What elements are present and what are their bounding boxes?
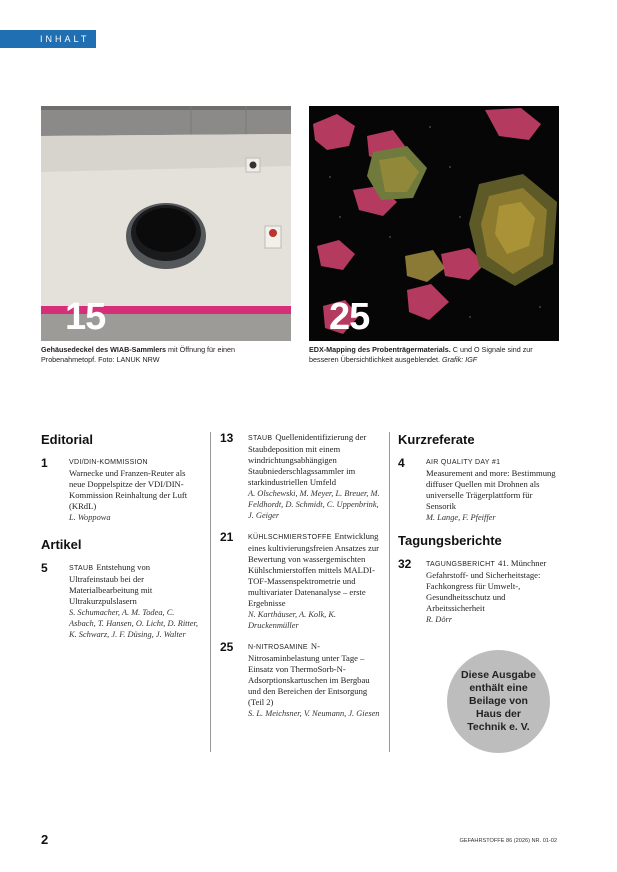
entry-title: 41. Münchner Gefahrstoff- und Sicherheitstage: Fachkongress für Umwelt-, Gesundheitsschutz und Arbeitssicherheit bbox=[426, 558, 547, 613]
toc-entry[interactable] bbox=[41, 562, 201, 640]
toc-entry[interactable] bbox=[41, 457, 201, 523]
entry-authors: M. Lange, F. Pfeiffer bbox=[426, 513, 496, 522]
caption-left-title: Gehäusedeckel des WIAB-Sammlers bbox=[41, 345, 167, 354]
entry-title: Quellenidentifizierung der Staubdeposition mit einem windrichtungsabhängigen Staubniederschlagssammler im starkindustriellen Umfeld bbox=[248, 432, 367, 487]
caption-right bbox=[309, 345, 557, 364]
heading-tagungsberichte: Tagungsberichte bbox=[398, 533, 502, 548]
entry-kicker: KÜHLSCHMIERSTOFFE bbox=[248, 534, 332, 541]
entry-title: N-Nitrosaminbelastung unter Tage – Einsatz von ThermoSorb-N-Adsorptionskartuschen im Bergbau und den Bereichen der Entsorgung (Teil 2) bbox=[248, 641, 370, 707]
toc-entry[interactable] bbox=[398, 558, 563, 625]
entry-authors: R. Dörr bbox=[426, 615, 453, 624]
entry-kicker: AIR QUALITY DAY #1 bbox=[426, 459, 501, 466]
caption-right-text: C und O Signale sind zur besseren Übersichtlichkeit ausgeblendet. bbox=[309, 345, 533, 364]
badge-text: Diese Ausgabe enthält eine Beilage von Haus der Technik e. V. bbox=[461, 669, 536, 733]
toc-entry[interactable] bbox=[220, 531, 380, 631]
heading-editorial: Editorial bbox=[41, 432, 94, 447]
page-number: 2 bbox=[41, 832, 49, 847]
entry-authors: N. Karthäuser, A. Kolk, K. Druckenmüller bbox=[248, 610, 337, 630]
toc-entry[interactable] bbox=[220, 432, 380, 521]
caption-left-text: mit Öffnung für einen Probenahmetopf. Foto: LANUK NRW bbox=[41, 345, 236, 364]
journal-reference: GEFAHRSTOFFE 86 (2026) NR. 01-02 bbox=[459, 838, 557, 844]
photo-page-number-15: 15 bbox=[65, 296, 106, 338]
supplement-badge bbox=[447, 650, 550, 753]
photo-edx-mapping bbox=[309, 106, 559, 341]
caption-right-credit: Grafik: IGF bbox=[442, 354, 478, 364]
toc-column-2 bbox=[220, 432, 380, 729]
caption-right-title: EDX-Mapping des Probenträgermaterials. bbox=[309, 345, 451, 354]
entry-kicker: TAGUNGSBERICHT bbox=[426, 561, 496, 568]
entry-authors: S. Schumacher, A. M. Todea, C. Asbach, T. Hansen, O. Licht, D. Ritter, K. Schwarz, J. F. Düsing, J. Walter bbox=[69, 608, 198, 639]
entry-kicker: STAUB bbox=[248, 435, 273, 442]
heading-artikel: Artikel bbox=[41, 537, 82, 552]
entry-authors: S. L. Meichsner, V. Neumann, J. Giesen bbox=[248, 709, 380, 718]
entry-page: 13 bbox=[220, 431, 234, 445]
column-divider bbox=[210, 432, 211, 752]
entry-page: 21 bbox=[220, 530, 234, 544]
photo-sampler-lid bbox=[41, 106, 291, 341]
entry-page: 4 bbox=[398, 456, 405, 470]
entry-page: 32 bbox=[398, 557, 412, 571]
entry-kicker: STAUB bbox=[69, 565, 94, 572]
photo-page-number-25: 25 bbox=[329, 296, 370, 338]
entry-authors: A. Olschewski, M. Meyer, L. Breuer, M. Feldhordt, D. Schmidt, C. Uppenbrink, J. Geiger bbox=[248, 489, 380, 520]
entry-title: Measurement and more: Bestimmung diffuser Quellen mit Drohnen als universelle Trägerplattform für Sensorik bbox=[426, 468, 556, 511]
entry-kicker: N-NITROSAMINE bbox=[248, 644, 308, 651]
toc-column-1 bbox=[41, 432, 201, 650]
heading-kurzreferate: Kurzreferate bbox=[398, 432, 475, 447]
column-divider bbox=[389, 432, 390, 752]
toc-column-3 bbox=[398, 432, 563, 635]
entry-title: Entstehung von Ultrafeinstaub bei der Materialbearbeitung mit Ultrakurzpulslasern bbox=[69, 562, 153, 606]
toc-entry[interactable] bbox=[398, 457, 563, 523]
entry-kicker: VDI/DIN-KOMMISSION bbox=[69, 459, 148, 466]
toc-entry[interactable] bbox=[220, 641, 380, 719]
caption-left bbox=[41, 345, 281, 364]
entry-page: 1 bbox=[41, 456, 48, 470]
section-tab: INHALT bbox=[0, 30, 96, 48]
entry-authors: L. Woppowa bbox=[69, 513, 111, 522]
entry-page: 5 bbox=[41, 561, 48, 575]
entry-title: Entwicklung eines kultivierungsfreien Ansatzes zur Bewertung von wassergemischten Kühlschmierstoffen mittels MALDI-TOF-Massenspektrometrie und multivariater Datenanalyse – erste Ergebnisse bbox=[248, 531, 380, 608]
entry-page: 25 bbox=[220, 640, 234, 654]
entry-title: Warnecke und Franzen-Reuter als neue Doppelspitze der VDI/DIN-Kommission Reinhaltung der Luft (KRdL) bbox=[69, 468, 188, 511]
